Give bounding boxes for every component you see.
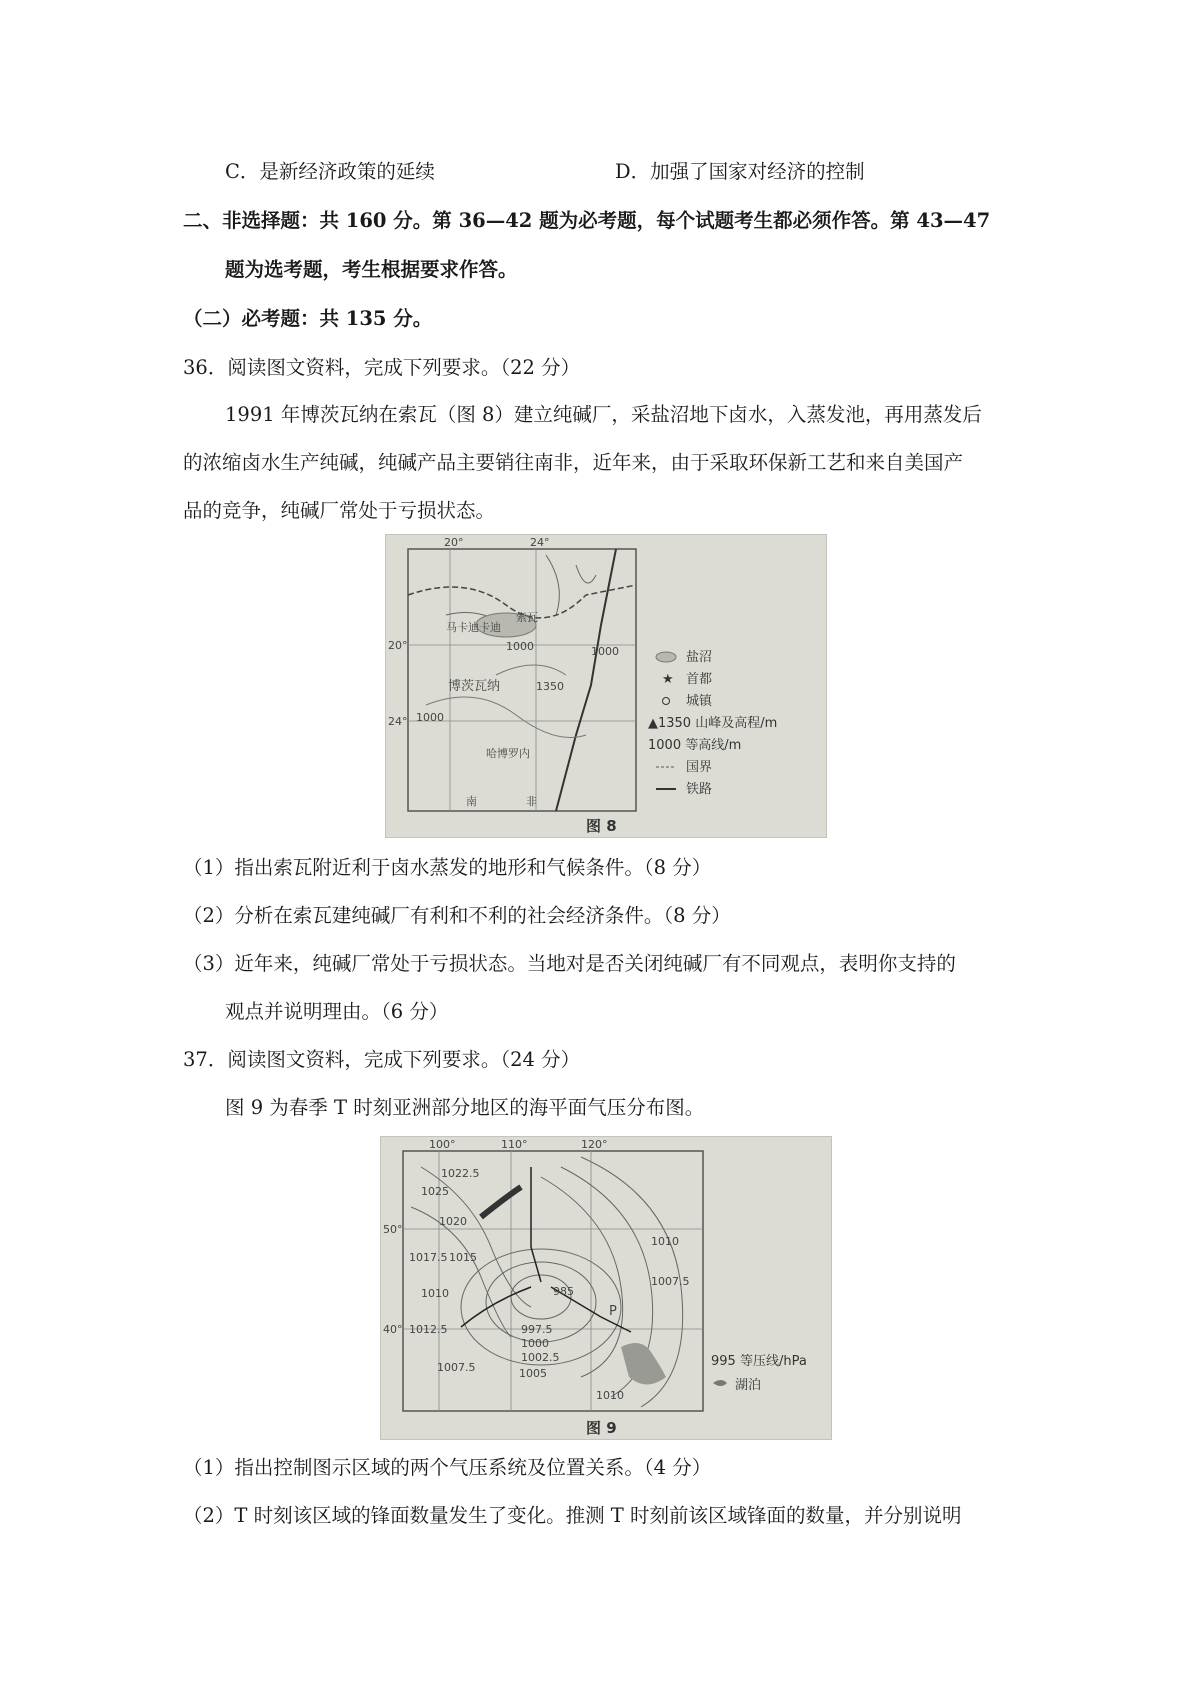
isobar-label: 1005 <box>519 1367 547 1380</box>
figure-8-caption: 图 8 <box>586 817 617 835</box>
q37-title: 37．阅读图文资料，完成下列要求。（24 分） <box>183 1048 581 1071</box>
svg-text:▲1350 山峰及高程/m: ▲1350 山峰及高程/m <box>648 716 778 731</box>
isobar-label: 1025 <box>421 1185 449 1198</box>
isobar-label: 1002.5 <box>521 1351 560 1364</box>
figure-9-caption: 图 9 <box>586 1419 617 1437</box>
svg-text:盐沼: 盐沼 <box>686 650 713 665</box>
q36-sub1: （1）指出索瓦附近利于卤水蒸发的地形和气候条件。（8 分） <box>183 856 712 879</box>
isobar-label: 997.5 <box>521 1323 553 1336</box>
isobar-label: 1010 <box>651 1235 679 1248</box>
lat-label: 40° <box>383 1323 403 1336</box>
svg-text:1000 等高线/m: 1000 等高线/m <box>648 738 742 753</box>
isobar-label: 1015 <box>449 1251 477 1264</box>
lat-label-20: 20° <box>388 639 408 652</box>
lon-label: 110° <box>501 1138 528 1151</box>
q36-para-line: 品的竞争，纯碱厂常处于亏损状态。 <box>183 499 496 522</box>
option-c: C．是新经济政策的延续 <box>225 160 435 183</box>
contour-label: 1000 <box>506 640 534 653</box>
figure-9-map <box>380 1136 832 1440</box>
isobar-label: 1012.5 <box>409 1323 448 1336</box>
isobar-label: 1020 <box>439 1215 467 1228</box>
q37-sub1: （1）指出控制图示区域的两个气压系统及位置关系。（4 分） <box>183 1456 712 1479</box>
isobar-label: 1010 <box>596 1389 624 1402</box>
isobar-label: 985 <box>553 1285 574 1298</box>
lake-shape <box>481 1187 521 1217</box>
railway <box>556 549 616 811</box>
lat-label-24: 24° <box>388 715 408 728</box>
contour-label: 1000 <box>591 645 619 658</box>
place-gaborone: 哈博罗内 <box>486 747 530 760</box>
svg-text:城镇: 城镇 <box>686 694 713 709</box>
place-africa: 非 <box>526 795 537 808</box>
lon-label-24: 24° <box>530 536 550 549</box>
figure-8-map <box>385 534 827 838</box>
svg-text:湖泊: 湖泊 <box>735 1378 762 1393</box>
section2-line2: 题为选考题，考生根据要求作答。 <box>225 258 518 281</box>
q36-sub2: （2）分析在索瓦建纯碱厂有利和不利的社会经济条件。（8 分） <box>183 904 731 927</box>
isobar-label: 1022.5 <box>441 1167 480 1180</box>
lake-legend-area <box>621 1343 666 1385</box>
options-row <box>225 162 985 186</box>
q36-para-line: 的浓缩卤水生产纯碱，纯碱产品主要销往南非，近年来，由于采取环保新工艺和来自美国产 <box>183 451 964 474</box>
svg-text:995 等压线/hPa: 995 等压线/hPa <box>711 1354 807 1369</box>
place-makgadikgadi: 马卡迪卡迪 <box>446 621 501 634</box>
isobar-label: 1007.5 <box>651 1275 690 1288</box>
place-botswana: 博茨瓦纳 <box>448 679 501 694</box>
q37-sub2: （2）T 时刻该区域的锋面数量发生了变化。推测 T 时刻前该区域锋面的数量，并分别说明 <box>183 1504 962 1527</box>
figure-9-legend <box>711 1353 807 1393</box>
subsection-title: （二）必考题：共 135 分。 <box>183 307 433 330</box>
svg-text:铁路: 铁路 <box>686 782 713 797</box>
q36-title: 36．阅读图文资料，完成下列要求。（22 分） <box>183 356 581 379</box>
peak-label: 1350 <box>536 680 564 693</box>
cold-front-west <box>461 1287 531 1327</box>
figure-8-legend <box>648 649 777 797</box>
isobar-label: 1010 <box>421 1287 449 1300</box>
lon-label-20: 20° <box>444 536 464 549</box>
option-d: D．加强了国家对经济的控制 <box>615 160 865 183</box>
isobar-label: 1007.5 <box>437 1361 476 1374</box>
contour-line <box>496 665 566 675</box>
place-south: 南 <box>466 795 477 808</box>
place-sowa: 索瓦 <box>516 611 538 624</box>
lon-label: 120° <box>581 1138 608 1151</box>
lat-label: 50° <box>383 1223 403 1236</box>
svg-text:首都: 首都 <box>686 672 713 687</box>
cold-front-north <box>531 1167 541 1282</box>
isobar-label: 1000 <box>521 1337 549 1350</box>
contour-label: 1000 <box>416 711 444 724</box>
point-p: P <box>609 1304 617 1319</box>
lon-label: 100° <box>429 1138 456 1151</box>
q36-para-line: 1991 年博茨瓦纳在索瓦（图 8）建立纯碱厂，采盐沼地下卤水，入蒸发池，再用蒸发后 <box>225 403 982 426</box>
q36-sub3-line2: 观点并说明理由。（6 分） <box>225 1000 449 1023</box>
q37-intro: 图 9 为春季 T 时刻亚洲部分地区的海平面气压分布图。 <box>225 1096 705 1119</box>
q36-sub3-line1: （3）近年来，纯碱厂常处于亏损状态。当地对是否关闭纯碱厂有不同观点，表明你支持的 <box>183 952 956 975</box>
isobar-label: 1017.5 <box>409 1251 448 1264</box>
svg-text:国界: 国界 <box>686 760 713 775</box>
svg-text:★: ★ <box>662 672 674 687</box>
section2-line1: 二、非选择题：共 160 分。第 36—42 题为必考题，每个试题考生都必须作答。第 43—47 <box>183 209 991 232</box>
